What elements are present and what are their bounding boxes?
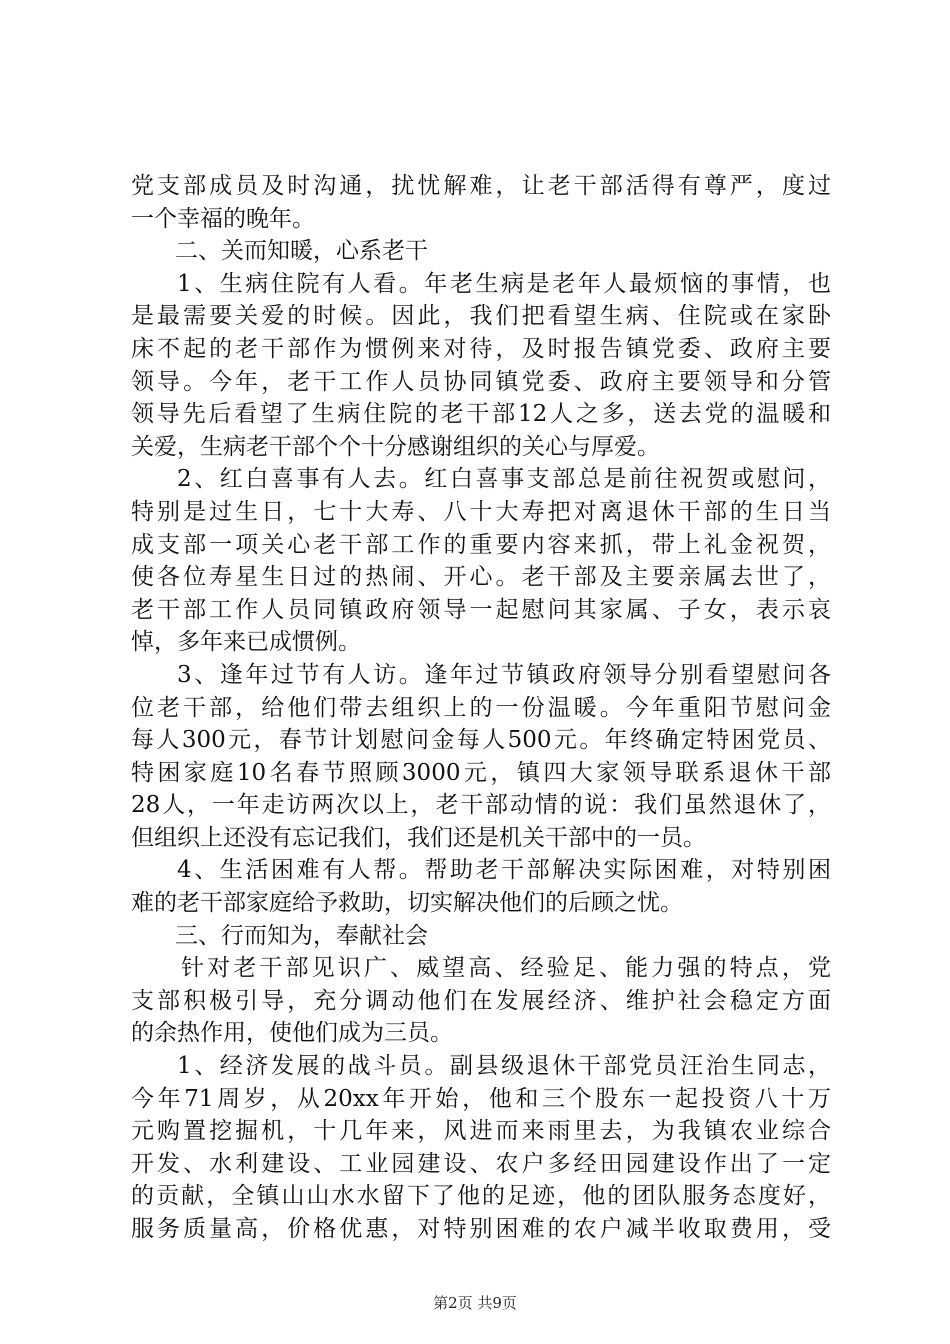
section-heading: 三、行而知为，奉献社会 — [175, 922, 428, 949]
text-line: 成支部一项关心老干部工作的重要内容来抓，带上礼金祝贺， — [131, 531, 831, 558]
text-line: 关爱，生病老干部个个十分感谢组织的关心与厚爱。 — [131, 433, 660, 460]
text-line: 的贡献，全镇山山水水留下了他的足迹，他的团队服务态度好， — [131, 1183, 831, 1210]
text-line: 3、逢年过节有人访。逢年过节镇政府领导分别看望慰问各 — [177, 661, 831, 688]
text-line: 今年71周岁，从20xx年开始，他和三个股东一起投资八十万 — [131, 1085, 831, 1112]
text-line: 1、生病住院有人看。年老生病是老年人最烦恼的事情，也 — [177, 270, 831, 297]
text-line: 难的老干部家庭给予救助，切实解决他们的后顾之忧。 — [131, 890, 683, 917]
text-line: 特困家庭10名春节照顾3000元，镇四大家领导联系退休干部 — [131, 759, 831, 786]
text-line: 床不起的老干部作为惯例来对待，及时报告镇党委、政府主要 — [131, 335, 831, 362]
section-heading: 二、关而知暖，心系老干 — [175, 238, 428, 265]
text-line: 是最需要关爱的时候。因此，我们把看望生病、住院或在家卧 — [131, 303, 831, 330]
text-line: 党支部成员及时沟通，扰忧解难，让老干部活得有尊严，度过 — [131, 173, 831, 199]
text-line: 开发、水利建设、工业园建设、农户多经田园建设作出了一定 — [131, 1150, 831, 1177]
text-line: 服务质量高，价格优惠，对特别困难的农户减半收取费用，受 — [131, 1216, 831, 1242]
text-line: 老干部工作人员同镇政府领导一起慰问其家属、子女，表示哀 — [131, 596, 831, 623]
text-line: 针对老干部见识广、威望高、经验足、能力强的特点，党 — [181, 955, 831, 982]
text-line: 的余热作用，使他们成为三员。 — [131, 1020, 453, 1047]
text-line: 使各位寿星生日过的热闹、开心。老干部及主要亲属去世了， — [131, 564, 831, 591]
text-line: 元购置挖掘机，十几年来，风进而来雨里去，为我镇农业综合 — [131, 1118, 831, 1145]
text-line: 4、生活困难有人帮。帮助老干部解决实际困难，对特别困 — [177, 857, 831, 884]
text-line: 2、红白喜事有人去。红白喜事支部总是前往祝贺或慰问， — [177, 466, 831, 493]
text-line: 特别是过生日，七十大寿、八十大寿把对离退休干部的生日当 — [131, 498, 831, 525]
document-body — [131, 170, 831, 1246]
text-line: 一个幸福的晚年。 — [131, 205, 315, 232]
text-line: 领导。今年，老干工作人员协同镇党委、政府主要领导和分管 — [131, 368, 831, 395]
text-line: 悼，多年来已成惯例。 — [131, 629, 361, 656]
text-line: 位老干部，给他们带去组织上的一份温暖。今年重阳节慰问金 — [131, 694, 831, 721]
text-line: 但组织上还没有忘记我们，我们还是机关干部中的一员。 — [131, 824, 706, 851]
text-line: 领导先后看望了生病住院的老干部12人之多，送去党的温暖和 — [131, 401, 831, 428]
text-line: 支部积极引导，充分调动他们在发展经济、维护社会稳定方面 — [131, 987, 831, 1014]
text-line: 28人，一年走访两次以上，老干部动情的说：我们虽然退休了， — [131, 792, 831, 819]
text-line: 每人300元，春节计划慰问金每人500元。年终确定特困党员、 — [131, 727, 831, 754]
text-line: 1、经济发展的战斗员。副县级退休干部党员汪治生同志， — [177, 1053, 831, 1080]
page-footer: 第2页 共9页 — [433, 1294, 517, 1312]
